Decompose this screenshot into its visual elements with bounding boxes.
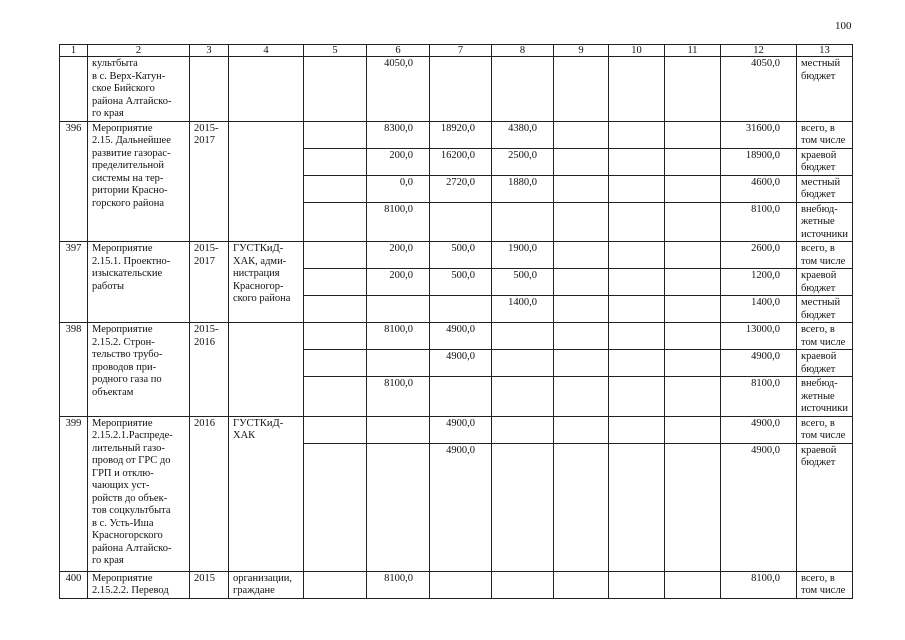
cell-7: 2720,0 — [430, 175, 492, 202]
cell-5 — [304, 416, 367, 443]
cell-7: 4900,0 — [430, 350, 492, 377]
funding-source: внебюд-жетные источники — [797, 202, 853, 242]
page-number: 100 — [835, 20, 852, 32]
row-number: 399 — [60, 416, 88, 571]
cell-11 — [665, 571, 721, 598]
cell-9 — [554, 296, 609, 323]
cell-6: 4050,0 — [367, 57, 430, 122]
cell-10 — [609, 416, 665, 443]
cell-10 — [609, 242, 665, 269]
years — [190, 57, 229, 122]
cell-6 — [367, 350, 430, 377]
cell-11 — [665, 175, 721, 202]
cell-10 — [609, 350, 665, 377]
column-header: 8 — [492, 45, 554, 57]
cell-12: 8100,0 — [721, 202, 797, 242]
row-number: 396 — [60, 121, 88, 242]
column-header: 9 — [554, 45, 609, 57]
cell-7: 4900,0 — [430, 443, 492, 571]
table-row — [60, 121, 853, 148]
funding-source: всего, в том числе — [797, 416, 853, 443]
cell-10 — [609, 175, 665, 202]
funding-source: всего, в том числе — [797, 242, 853, 269]
cell-5 — [304, 175, 367, 202]
cell-8: 1880,0 — [492, 175, 554, 202]
cell-9 — [554, 148, 609, 175]
cell-10 — [609, 323, 665, 350]
executor: ГУСТКиД- ХАК, адми- нистрация Красногор- ского района — [229, 242, 304, 323]
years: 2015- 2017 — [190, 121, 229, 242]
funding-source: краевой бюджет — [797, 148, 853, 175]
cell-8 — [492, 377, 554, 417]
cell-12: 18900,0 — [721, 148, 797, 175]
column-header: 4 — [229, 45, 304, 57]
cell-8: 4380,0 — [492, 121, 554, 148]
cell-7: 4900,0 — [430, 416, 492, 443]
cell-7: 4900,0 — [430, 323, 492, 350]
cell-10 — [609, 443, 665, 571]
cell-11 — [665, 57, 721, 122]
cell-5 — [304, 323, 367, 350]
table-row — [60, 57, 853, 122]
cell-12: 2600,0 — [721, 242, 797, 269]
years: 2015- 2017 — [190, 242, 229, 323]
cell-6: 8100,0 — [367, 323, 430, 350]
funding-source: внебюд-жетные источники — [797, 377, 853, 417]
cell-7 — [430, 57, 492, 122]
funding-source: местный бюджет — [797, 296, 853, 323]
cell-5 — [304, 148, 367, 175]
measure-name: Мероприятие 2.15.2.2. Перевод — [88, 571, 190, 598]
cell-12: 4600,0 — [721, 175, 797, 202]
cell-11 — [665, 323, 721, 350]
cell-9 — [554, 416, 609, 443]
cell-11 — [665, 296, 721, 323]
cell-12: 31600,0 — [721, 121, 797, 148]
cell-5 — [304, 269, 367, 296]
cell-10 — [609, 121, 665, 148]
cell-11 — [665, 416, 721, 443]
cell-5 — [304, 571, 367, 598]
measure-name: Мероприятие 2.15.1. Проектно- изыскательские работы — [88, 242, 190, 323]
cell-12: 4900,0 — [721, 416, 797, 443]
cell-7 — [430, 202, 492, 242]
cell-7: 16200,0 — [430, 148, 492, 175]
cell-9 — [554, 377, 609, 417]
cell-5 — [304, 242, 367, 269]
column-header: 5 — [304, 45, 367, 57]
cell-9 — [554, 350, 609, 377]
cell-11 — [665, 202, 721, 242]
funding-source: краевой бюджет — [797, 350, 853, 377]
executor — [229, 121, 304, 242]
column-header: 11 — [665, 45, 721, 57]
cell-6: 8100,0 — [367, 571, 430, 598]
budget-table — [59, 44, 853, 599]
cell-9 — [554, 202, 609, 242]
funding-source: краевой бюджет — [797, 269, 853, 296]
cell-6: 200,0 — [367, 269, 430, 296]
cell-11 — [665, 242, 721, 269]
cell-9 — [554, 175, 609, 202]
cell-5 — [304, 443, 367, 571]
cell-8 — [492, 571, 554, 598]
cell-9 — [554, 121, 609, 148]
executor: организации, граждане — [229, 571, 304, 598]
cell-12: 1400,0 — [721, 296, 797, 323]
cell-8 — [492, 443, 554, 571]
cell-8 — [492, 416, 554, 443]
cell-10 — [609, 57, 665, 122]
cell-11 — [665, 377, 721, 417]
cell-9 — [554, 269, 609, 296]
years: 2015- 2016 — [190, 323, 229, 417]
cell-11 — [665, 443, 721, 571]
row-number — [60, 57, 88, 122]
cell-6: 200,0 — [367, 148, 430, 175]
cell-5 — [304, 121, 367, 148]
cell-7: 500,0 — [430, 242, 492, 269]
cell-11 — [665, 350, 721, 377]
cell-10 — [609, 571, 665, 598]
cell-5 — [304, 202, 367, 242]
cell-9 — [554, 242, 609, 269]
cell-11 — [665, 269, 721, 296]
cell-9 — [554, 57, 609, 122]
cell-8: 500,0 — [492, 269, 554, 296]
cell-6 — [367, 416, 430, 443]
executor — [229, 323, 304, 417]
cell-5 — [304, 377, 367, 417]
cell-12: 8100,0 — [721, 377, 797, 417]
column-header: 10 — [609, 45, 665, 57]
years: 2016 — [190, 416, 229, 571]
funding-source: всего, в том числе — [797, 323, 853, 350]
row-number: 397 — [60, 242, 88, 323]
cell-5 — [304, 57, 367, 122]
executor — [229, 57, 304, 122]
column-header: 12 — [721, 45, 797, 57]
cell-8: 2500,0 — [492, 148, 554, 175]
cell-6: 8300,0 — [367, 121, 430, 148]
cell-10 — [609, 148, 665, 175]
cell-6 — [367, 296, 430, 323]
funding-source: всего, в том числе — [797, 121, 853, 148]
cell-7 — [430, 377, 492, 417]
measure-name: Мероприятие 2.15. Дальнейшее развитие газорас- пределительной системы на тер- ритории Красно- горского района — [88, 121, 190, 242]
column-header: 13 — [797, 45, 853, 57]
cell-7: 500,0 — [430, 269, 492, 296]
cell-12: 8100,0 — [721, 571, 797, 598]
cell-8 — [492, 323, 554, 350]
cell-7 — [430, 296, 492, 323]
cell-12: 4050,0 — [721, 57, 797, 122]
cell-6: 0,0 — [367, 175, 430, 202]
cell-8 — [492, 57, 554, 122]
cell-9 — [554, 443, 609, 571]
cell-12: 13000,0 — [721, 323, 797, 350]
table-row — [60, 242, 853, 269]
column-header: 7 — [430, 45, 492, 57]
years: 2015 — [190, 571, 229, 598]
funding-source: местный бюджет — [797, 57, 853, 122]
table-row — [60, 571, 853, 598]
cell-12: 1200,0 — [721, 269, 797, 296]
cell-6: 8100,0 — [367, 202, 430, 242]
executor: ГУСТКиД- ХАК — [229, 416, 304, 571]
cell-10 — [609, 269, 665, 296]
cell-7: 18920,0 — [430, 121, 492, 148]
column-header: 6 — [367, 45, 430, 57]
cell-6: 200,0 — [367, 242, 430, 269]
measure-name: Мероприятие 2.15.2. Строн- тельство трубо- проводов при- родного газа по объектам — [88, 323, 190, 417]
cell-8: 1900,0 — [492, 242, 554, 269]
column-header: 2 — [88, 45, 190, 57]
table-row — [60, 323, 853, 350]
cell-12: 4900,0 — [721, 350, 797, 377]
cell-9 — [554, 323, 609, 350]
cell-8 — [492, 350, 554, 377]
header-row — [60, 45, 853, 57]
cell-7 — [430, 571, 492, 598]
measure-name: культбыта в с. Верх-Катун- ское Бийского района Алтайско- го края — [88, 57, 190, 122]
cell-6: 8100,0 — [367, 377, 430, 417]
cell-12: 4900,0 — [721, 443, 797, 571]
cell-10 — [609, 377, 665, 417]
cell-8 — [492, 202, 554, 242]
cell-10 — [609, 202, 665, 242]
funding-source: всего, в том числе — [797, 571, 853, 598]
column-header: 1 — [60, 45, 88, 57]
cell-8: 1400,0 — [492, 296, 554, 323]
row-number: 398 — [60, 323, 88, 417]
cell-6 — [367, 443, 430, 571]
cell-11 — [665, 148, 721, 175]
column-header: 3 — [190, 45, 229, 57]
cell-5 — [304, 350, 367, 377]
table-row — [60, 416, 853, 443]
funding-source: краевой бюджет — [797, 443, 853, 571]
measure-name: Мероприятие 2.15.2.1.Распреде- лительный газо- провод от ГРС до ГРП и отклю- чающих уст- ройств до объек- тов соцкультбыта в с. Усть-Иша Красногорского района Алтайско- го края — [88, 416, 190, 571]
cell-11 — [665, 121, 721, 148]
cell-9 — [554, 571, 609, 598]
funding-source: местный бюджет — [797, 175, 853, 202]
cell-5 — [304, 296, 367, 323]
row-number: 400 — [60, 571, 88, 598]
cell-10 — [609, 296, 665, 323]
